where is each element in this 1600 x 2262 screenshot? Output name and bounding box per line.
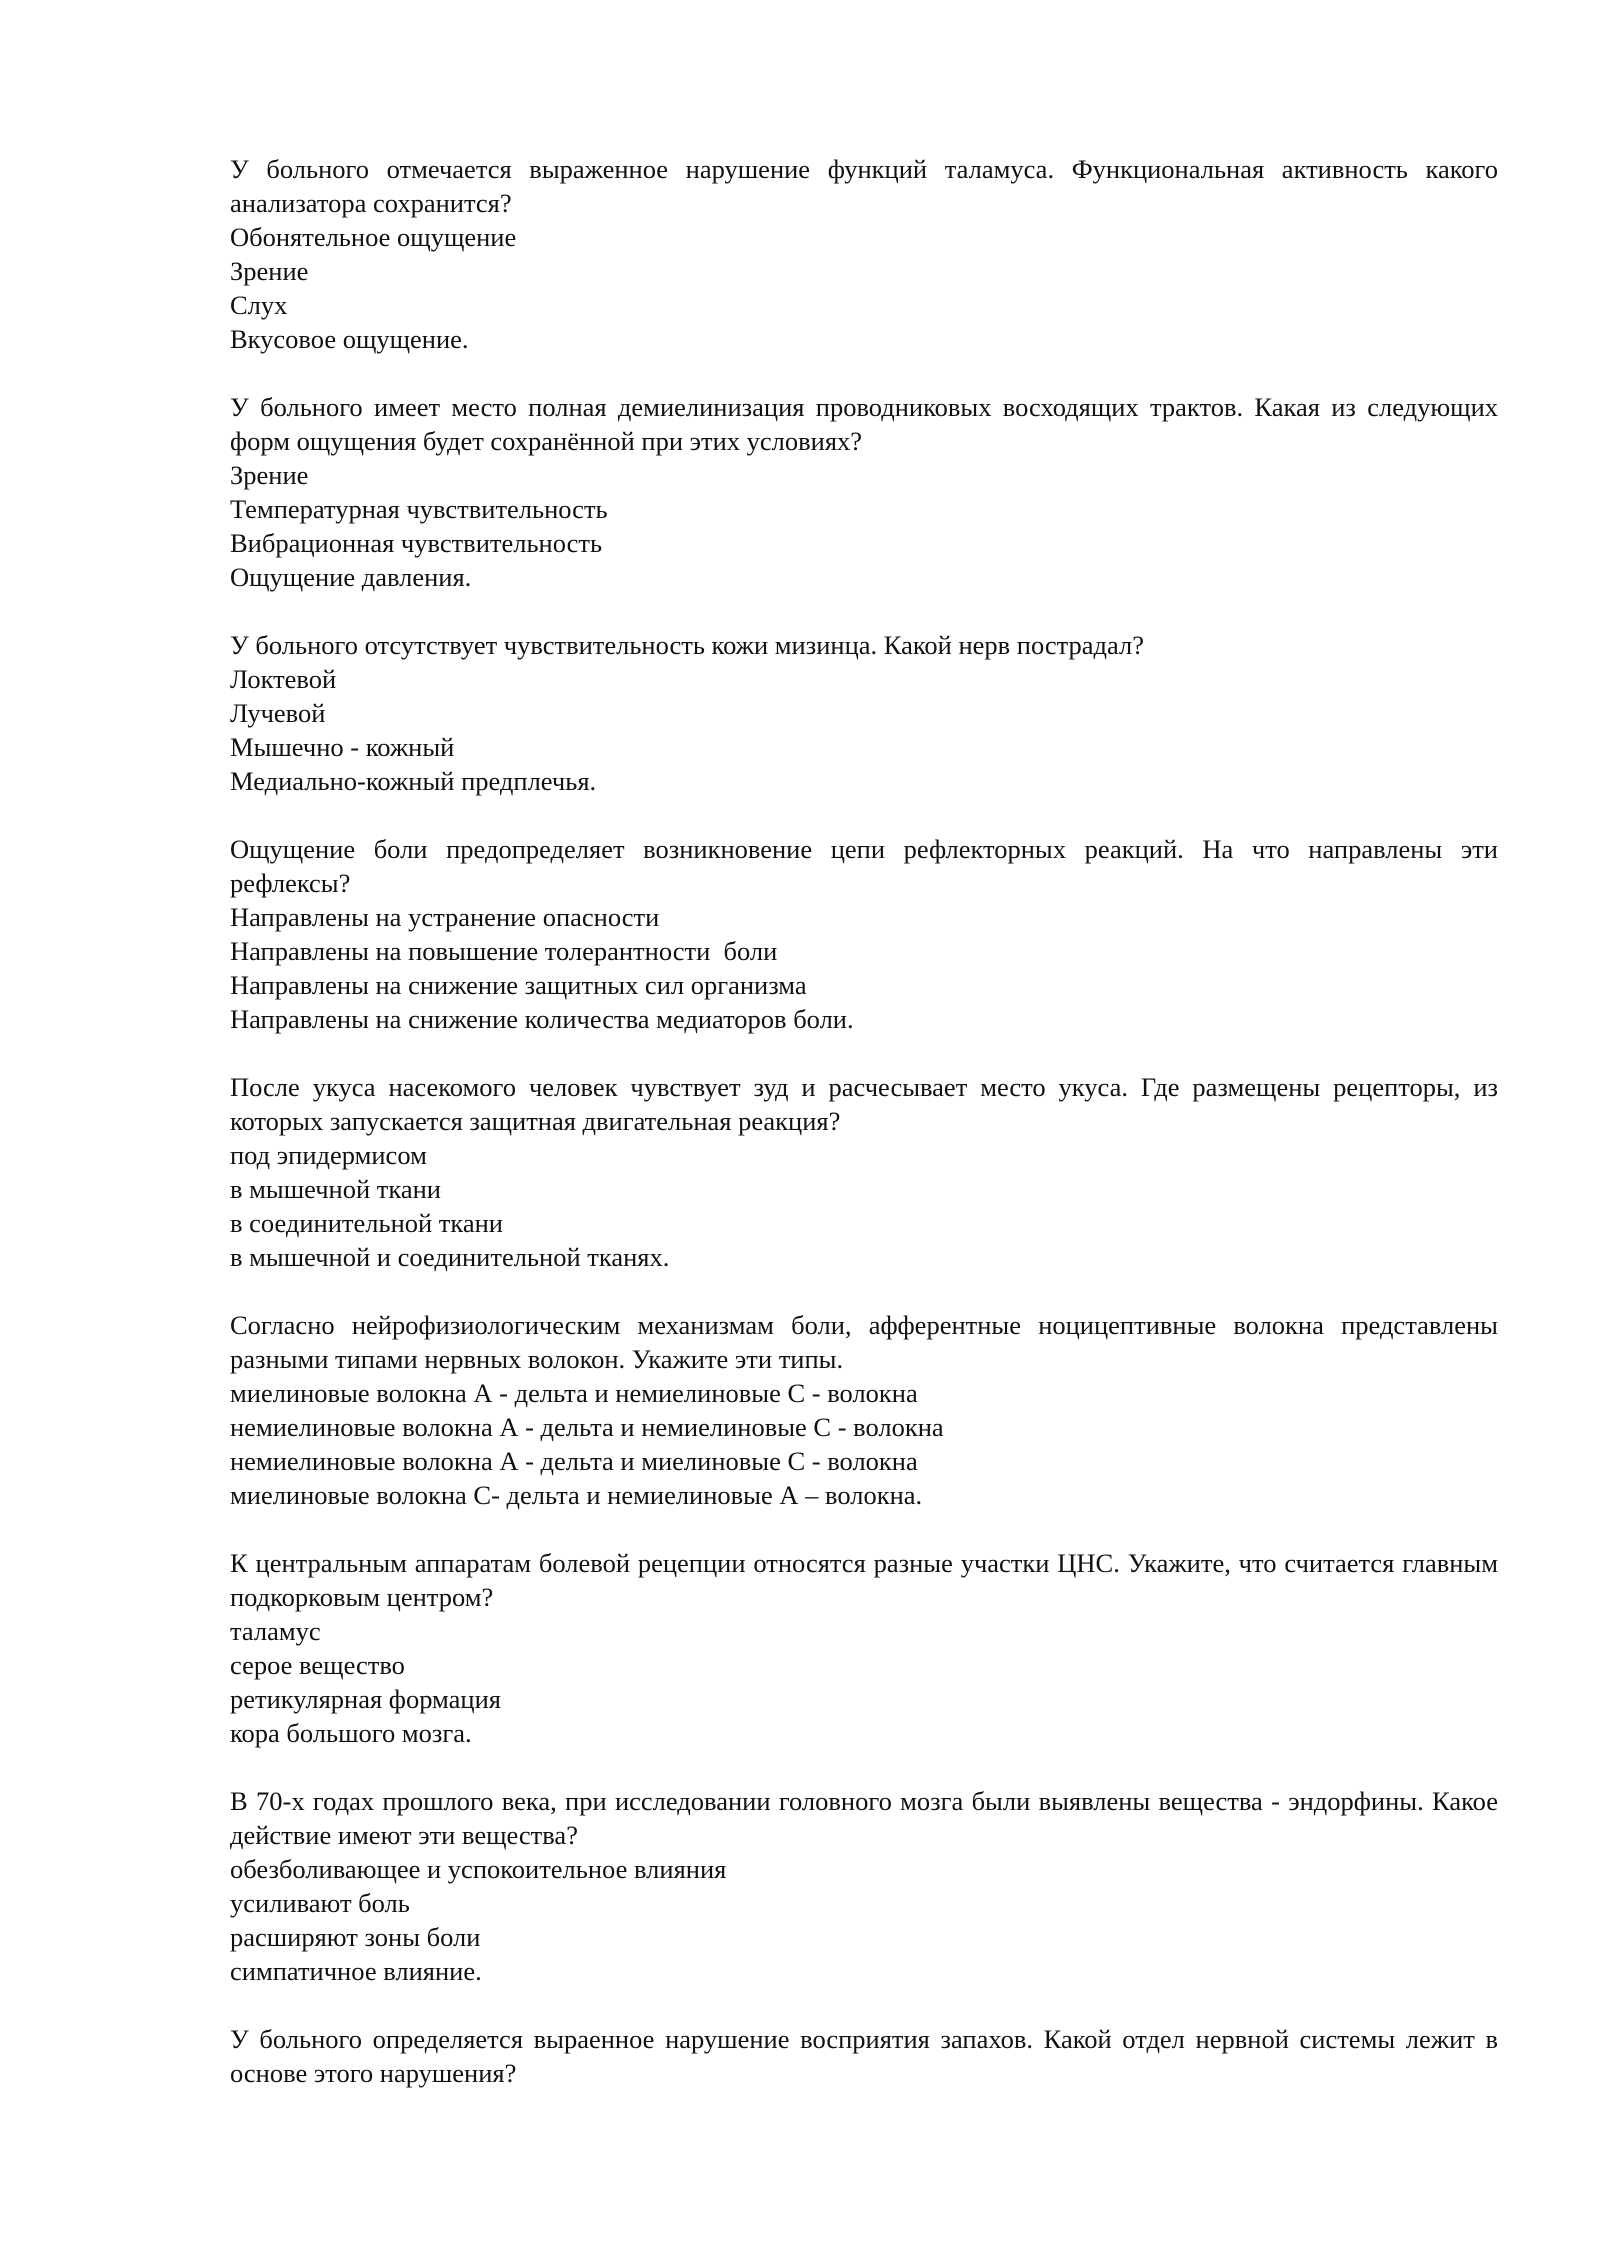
answer-options	[230, 662, 1498, 798]
answer-option: Направлены на повышение толерантности боли	[230, 936, 778, 966]
question-6	[230, 1308, 1498, 1512]
question-7	[230, 1546, 1498, 1750]
answer-option: Слух	[230, 290, 288, 320]
answer-option: в мышечной и соединительной тканях.	[230, 1242, 670, 1272]
answer-option: немиелиновые волокна А - дельта и немиелиновые С - волокна	[230, 1412, 944, 1442]
question-2	[230, 390, 1498, 594]
answer-option: в мышечной ткани	[230, 1174, 441, 1204]
question-text: У больного имеет место полная демиелинизация проводниковых восходящих трактов. Какая из следующих форм ощущения будет сохранённой при этих условиях?	[230, 392, 1498, 456]
answer-option: миелиновые волокна А - дельта и немиелиновые С - волокна	[230, 1378, 918, 1408]
answer-options	[230, 220, 1498, 356]
answer-option: Температурная чувствительность	[230, 494, 608, 524]
answer-option: серое вещество	[230, 1650, 405, 1680]
question-text: После укуса насекомого человек чувствует зуд и расчесывает место укуса. Где размещены рецепторы, из которых запускается защитная двигательная реакция?	[230, 1072, 1498, 1136]
question-8	[230, 1784, 1498, 1988]
answer-option: Обонятельное ощущение	[230, 222, 517, 252]
answer-option: Медиально-кожный предплечья.	[230, 766, 597, 796]
answer-option: Лучевой	[230, 698, 326, 728]
answer-option: Ощущение давления.	[230, 562, 472, 592]
question-4	[230, 832, 1498, 1036]
question-5	[230, 1070, 1498, 1274]
answer-option: Направлены на снижение защитных сил организма	[230, 970, 807, 1000]
answer-option: Вибрационная чувствительность	[230, 528, 603, 558]
question-1	[230, 152, 1498, 356]
answer-options	[230, 1614, 1498, 1750]
answer-options	[230, 1852, 1498, 1988]
answer-option: таламус	[230, 1616, 321, 1646]
question-9	[230, 2022, 1498, 2090]
answer-option: Направлены на снижение количества медиаторов боли.	[230, 1004, 854, 1034]
answer-option: обезболивающее и успокоительное влияния	[230, 1854, 727, 1884]
question-text: У больного определяется выраенное нарушение восприятия запахов. Какой отдел нервной системы лежит в основе этого нарушения?	[230, 2024, 1498, 2088]
answer-option: расширяют зоны боли	[230, 1922, 481, 1952]
question-3	[230, 628, 1498, 798]
question-text: Ощущение боли предопределяет возникновение цепи рефлекторных реакций. На что направлены эти рефлексы?	[230, 834, 1498, 898]
answer-option: под эпидермисом	[230, 1140, 427, 1170]
answer-option: Направлены на устранение опасности	[230, 902, 660, 932]
question-text: У больного отмечается выраженное нарушение функций таламуса. Функциональная активность какого анализатора сохранится?	[230, 154, 1498, 218]
answer-option: симпатичное влияние.	[230, 1956, 482, 1986]
question-text: К центральным аппаратам болевой рецепции относятся разные участки ЦНС. Укажите, что считается главным подкорковым центром?	[230, 1548, 1498, 1612]
answer-options	[230, 1138, 1498, 1274]
answer-option: Зрение	[230, 256, 309, 286]
answer-option: Мышечно - кожный	[230, 732, 455, 762]
answer-option: кора большого мозга.	[230, 1718, 472, 1748]
answer-option: Локтевой	[230, 664, 337, 694]
answer-options	[230, 458, 1498, 594]
question-text: Согласно нейрофизиологическим механизмам боли, афферентные ноцицептивные волокна представлены разными типами нервных волокон. Укажите эти типы.	[230, 1310, 1498, 1374]
answer-options	[230, 1376, 1498, 1512]
answer-option: миелиновые волокна С- дельта и немиелиновые А – волокна.	[230, 1480, 923, 1510]
answer-options	[230, 900, 1498, 1036]
answer-option: в соединительной ткани	[230, 1208, 503, 1238]
question-text: У больного отсутствует чувствительность кожи мизинца. Какой нерв пострадал?	[230, 630, 1145, 660]
answer-option: немиелиновые волокна А - дельта и миелиновые С - волокна	[230, 1446, 918, 1476]
answer-option: Вкусовое ощущение.	[230, 324, 469, 354]
answer-option: усиливают боль	[230, 1888, 410, 1918]
answer-option: Зрение	[230, 460, 309, 490]
document-body	[230, 152, 1498, 2090]
question-text: В 70-х годах прошлого века, при исследовании головного мозга были выявлены вещества - эндорфины. Какое действие имеют эти вещества?	[230, 1786, 1498, 1850]
answer-option: ретикулярная формация	[230, 1684, 501, 1714]
